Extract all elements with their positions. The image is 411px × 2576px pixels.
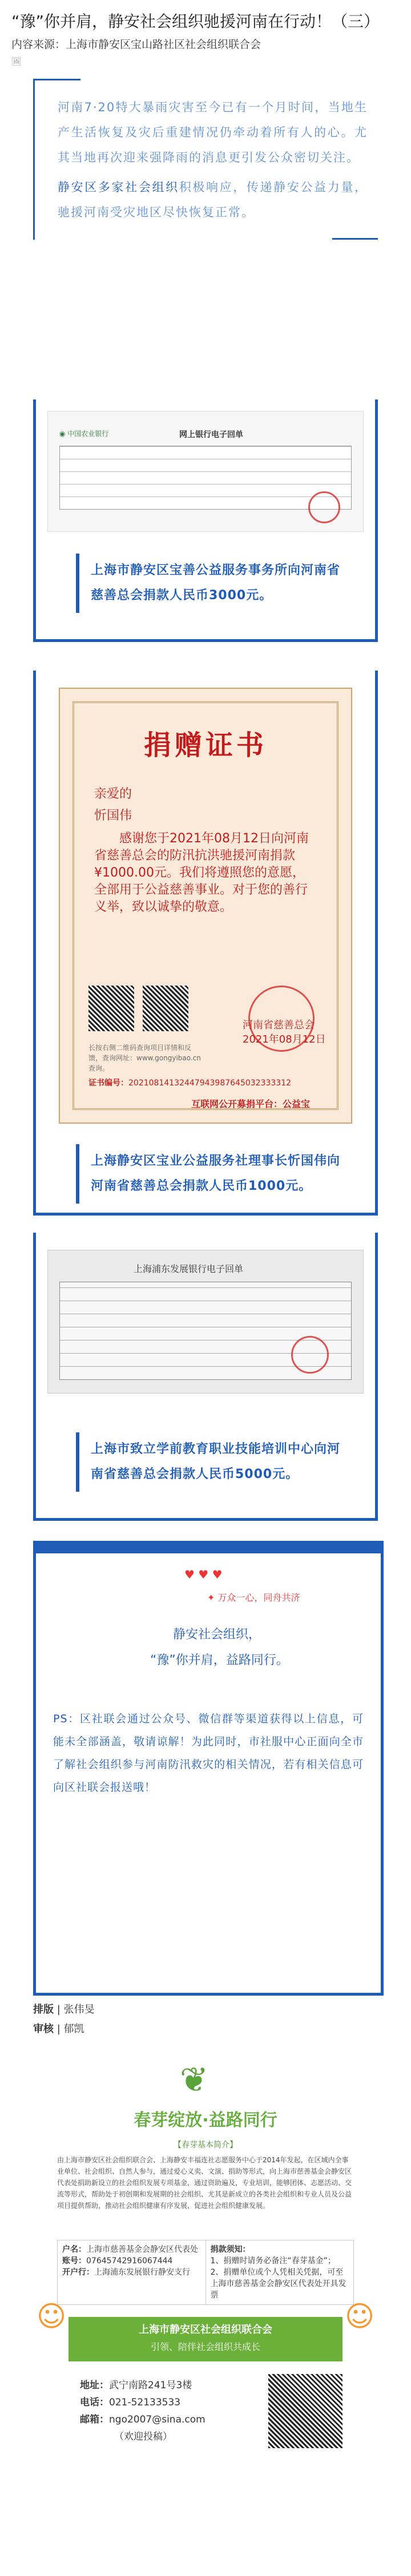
review-person: 郁凯: [63, 2023, 84, 2035]
address: 武宁南路241号3楼: [109, 2380, 192, 2391]
banner-line-2: 引领、陪伴社会组织共成长: [150, 2341, 260, 2352]
logo-text: 春芽绽放·益路同行: [134, 2110, 277, 2130]
slogan-2: “豫”你并肩，益路同行。: [150, 1653, 289, 1667]
account-name: 上海市慈善基金会静安区代表处: [86, 2245, 198, 2254]
receipt-header-3: 上海浦东发展银行电子回单: [134, 1263, 244, 1274]
address-label: 地址：: [80, 2380, 109, 2391]
account-row: [62, 2244, 201, 2255]
sprout-logo-icon: ❦: [179, 2060, 209, 2100]
footer-intro: 由上海市静安区社会组织联合会、上海静安丰福连社志愿服务中心于2014年发起，在区域内全事业单位、社会组织、自然人参与，通过爱心义卖、文演、捐助等形式，向上海市慈善基金会静安区代表处捐助新设立的社会组织发展专项基金，通过资助遍及，专业培训，能够团体、志愿活动、交流等形式，帮助处于初创期和发展期的社会组织、尤其是新成立的各类社会组织和专业人员及公益项目提供帮助，推动社会组织健康有序发展，促进社会组织健康发展。: [57, 2156, 352, 2210]
number-row: [62, 2255, 201, 2267]
mascot-icon: ☺: [36, 2300, 67, 2333]
email[interactable]: ngo2007@sina.com: [109, 2414, 206, 2425]
intro-rest: 积极响应，传递静安公益力量，驰援河南受灾地区尽快恢复正常。: [58, 180, 368, 219]
email-row: [80, 2411, 206, 2428]
cert-id-label: 证书编号：: [88, 1079, 128, 1088]
org-banner: [68, 2317, 342, 2361]
receipt-table: [59, 446, 352, 510]
layout-credit: 排版 | 张伟旻: [33, 2004, 95, 2016]
slogan-tag: [207, 1590, 300, 1604]
receipt-header: 网上银行电子回单: [179, 430, 243, 439]
intro-paragraph-2: [58, 175, 368, 225]
number-label: 账号：: [62, 2256, 86, 2266]
bank-icon: ◉: [59, 430, 68, 438]
cert-title: 捐赠证书: [143, 729, 267, 761]
phone-label: 电话：: [80, 2397, 109, 2408]
review-label: 审核: [33, 2023, 54, 2035]
bank-logo: [59, 429, 108, 438]
donation-caption-2: 上海静安区宝业公益服务社理事长忻国伟向河南省慈善总会捐款人民币1000元。: [76, 1144, 364, 1204]
cert-id-row: [88, 1077, 328, 1088]
cert-note: 长按右侧二维码查询项目详情和反馈，查询网址：www.gongyibao.cn查询。: [88, 1044, 201, 1072]
layout-person: 张伟旻: [63, 2004, 95, 2016]
note-2: 2、捐赠单位或个人凭相关凭据，可至上海市慈善基金会静安区代表处开具发票: [210, 2268, 346, 2300]
source-label: 内容来源：: [11, 38, 66, 51]
receipt-stamp-3: [291, 1336, 329, 1374]
donation-info-table: [57, 2240, 354, 2305]
article-title: “豫”你并肩，静安社会组织驰援河南在行动！（三）: [11, 12, 380, 31]
donation-certificate: [59, 688, 352, 1124]
receipt-stamp: [308, 491, 340, 523]
banner-line-1: 上海市静安区社会组织联合会: [139, 2324, 272, 2336]
hearts-icon: ♥ ♥ ♥: [184, 1568, 223, 1581]
ps-text: PS：区社联会通过公众号、微信群等渠道获得以上信息，可能未全部涵盖，敬请谅解！为此同时，市社服中心正面向全市了解社会组织参与河南防汛救灾的相关情况，若有相关信息可向区社联会报送哦！: [53, 1713, 364, 1794]
donation-card-2: [33, 671, 378, 1224]
cert-name: 忻国伟: [94, 809, 132, 823]
bank-label: 开户行：: [62, 2268, 94, 2277]
cert-body: 感谢您于2021年08月12日向河南省慈善总会的防汛抗洪驰援河南捐款¥1000.00元。我们将遵照您的意愿，全部用于公益慈善事业。对于您的善行义举，致以诚挚的敬意。: [94, 831, 309, 914]
phone-row: [80, 2394, 206, 2411]
slogan-tag-text: 万众一心，同舟共济: [217, 1592, 300, 1603]
contact-block: [80, 2377, 206, 2445]
cert-greeting: 亲爱的: [94, 787, 132, 801]
welcome-text: （欢迎投稿）: [114, 2431, 172, 2442]
cert-id: 20210814132447943987645032333312: [128, 1079, 292, 1088]
cert-org: 河南省慈善总会: [243, 1019, 315, 1031]
credits: [33, 2000, 95, 2039]
layout-label: 排版: [33, 2004, 54, 2016]
address-row: [80, 2377, 206, 2394]
bank-name: 中国农业银行: [67, 430, 109, 438]
account-label: 户名：: [62, 2245, 86, 2254]
note-title: 捐款须知：: [210, 2245, 251, 2254]
cert-text: [94, 786, 317, 916]
cert-date: 2021年08月12日: [243, 1033, 326, 1045]
account-number: 07645742916067444: [86, 2256, 173, 2266]
review-credit: 审核 | 郁凯: [33, 2023, 84, 2035]
mascot-icon-2: ☺: [344, 2300, 375, 2333]
cert-platform: 互联网公开募捐平台：公益宝: [191, 1099, 311, 1109]
phone: 021-52133533: [109, 2397, 181, 2408]
note-cell: [206, 2240, 354, 2305]
star-icon: ✦: [207, 1592, 218, 1603]
cert-qr-1: [88, 986, 134, 1031]
intro-strong: 静安区多家社会组织: [58, 180, 179, 194]
slogan-1: 静安社会组织，: [173, 1628, 261, 1642]
footer-qr-code[interactable]: [268, 2374, 342, 2448]
intro-box: [33, 79, 378, 240]
cert-qr-2: [143, 986, 188, 1031]
content-source: [0, 37, 411, 53]
closing-block: [33, 1541, 384, 1996]
note-1: 1、捐赠时请务必备注“春芽基金”；: [210, 2256, 336, 2266]
source-value[interactable]: 上海市静安区宝山路社区社会组织联合会: [66, 38, 261, 51]
donation-caption-1: 上海市静安区宝善公益服务事务所向河南省慈善总会捐款人民币3000元。: [76, 554, 364, 613]
donation-caption-3: 上海市致立学前教育职业技能培训中心向河南省慈善总会捐款人民币5000元。: [76, 1432, 364, 1492]
bank-receipt-image-3: [47, 1250, 364, 1394]
donation-card-3: [33, 1233, 378, 1529]
intro-paragraph-1: 河南7·20特大暴雨灾害至今已有一个月时间，当地生产生活恢复及灾后重建情况仍牵动着所有人的心。尤其当地再次迎来强降雨的消息更引发公众密切关注。: [58, 100, 368, 164]
donation-card-1: [33, 399, 378, 651]
bank-row: [62, 2267, 201, 2278]
email-label: 邮箱：: [80, 2414, 109, 2425]
footer-bank-name: 上海浦东发展银行静安支行: [94, 2268, 190, 2277]
bank-receipt-image-1: [47, 411, 364, 532]
broken-image-icon: 🖼: [11, 57, 22, 66]
footer-section-title: 【春芽基本简介】: [174, 2141, 237, 2150]
account-cell: [58, 2240, 206, 2305]
footer: [0, 2054, 411, 2576]
